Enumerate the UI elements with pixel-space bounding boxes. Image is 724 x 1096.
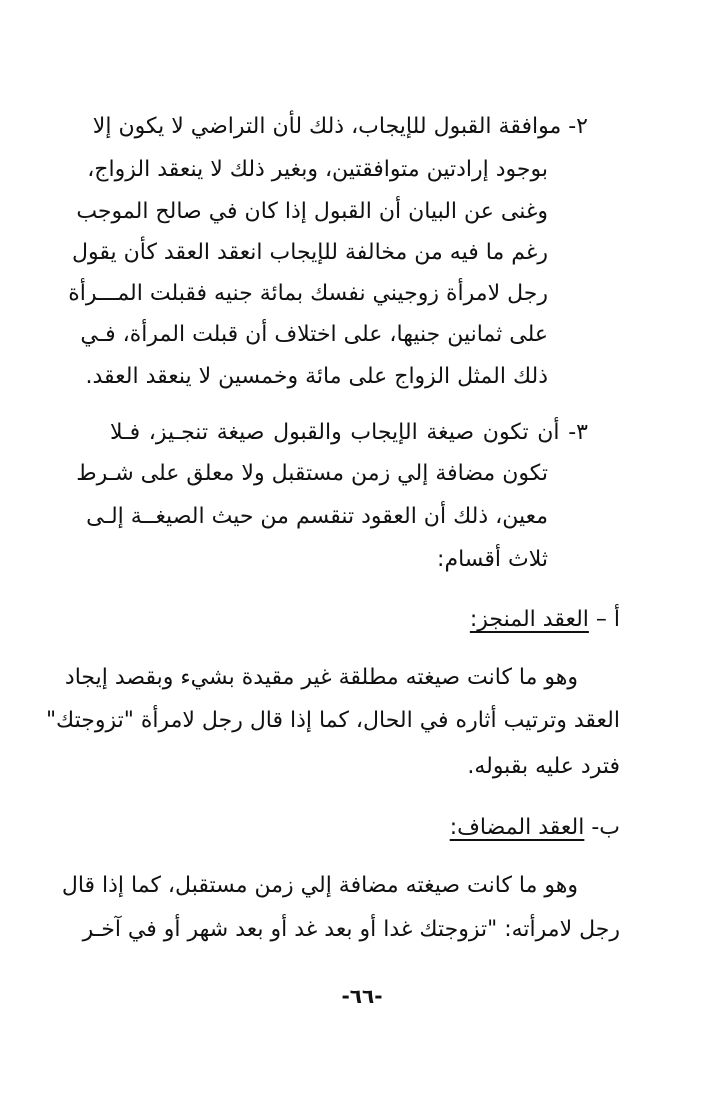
section-a-line-2: العقد وترتيب أثاره في الحال، كما إذا قال رجل لامرأة "تزوجتك" <box>45 708 620 733</box>
item3-line-2: تكون مضافة إلي زمن مستقبل ولا معلق على شـرط <box>76 461 548 486</box>
item3-line-4: ثلاث أقسام: <box>437 547 548 572</box>
item3-line-1: ٣- أن تكون صيغة الإيجاب والقبول صيغة تنجـيز، فـلا <box>110 420 588 445</box>
section-a-prefix: أ – <box>588 607 620 632</box>
section-a-line-1: وهو ما كانت صيغته مطلقة غير مقيدة بشيء وبقصد إيجاد <box>64 665 578 690</box>
item2-line-3: وغنى عن البيان أن القبول إذا كان في صالح الموجب <box>76 199 548 224</box>
item2-line-1: ٢- موافقة القبول للإيجاب، ذلك لأن التراضي لا يكون إلا <box>92 114 588 139</box>
page-number: -٦٦- <box>341 984 383 1008</box>
section-b-line-1: وهو ما كانت صيغته مضافة إلي زمن مستقبل، كما إذا قال <box>61 873 578 898</box>
item2-line-6: على ثمانين جنيها، على اختلاف أن قبلت المرأة، فـي <box>80 322 548 347</box>
section-a-title: العقد المنجز: <box>469 607 589 632</box>
item2-line-4: رغم ما فيه من مخالفة للإيجاب انعقد العقد كأن يقول <box>72 240 548 265</box>
section-a-heading <box>470 605 620 635</box>
section-b-prefix: ب- <box>584 815 620 840</box>
item2-line-2: بوجود إرادتين متوافقتين، وبغير ذلك لا ينعقد الزواج، <box>87 157 548 182</box>
section-b-title: العقد المضاف: <box>449 815 585 840</box>
item2-line-7: ذلك المثل الزواج على مائة وخمسين لا ينعقد العقد. <box>85 364 548 389</box>
section-b-heading <box>450 813 620 843</box>
item3-line-3: معين، ذلك أن العقود تنقسم من حيث الصيغــة إلـى <box>86 504 548 529</box>
item2-line-5: رجل لامرأة زوجيني نفسك بمائة جنيه فقبلت المـــرأة <box>68 281 548 306</box>
section-a-line-3: فترد عليه بقبوله. <box>467 754 620 779</box>
section-b-line-2: رجل لامرأته: "تزوجتك غدا أو بعد غد أو بعد شهر أو في آخـر <box>82 917 620 942</box>
